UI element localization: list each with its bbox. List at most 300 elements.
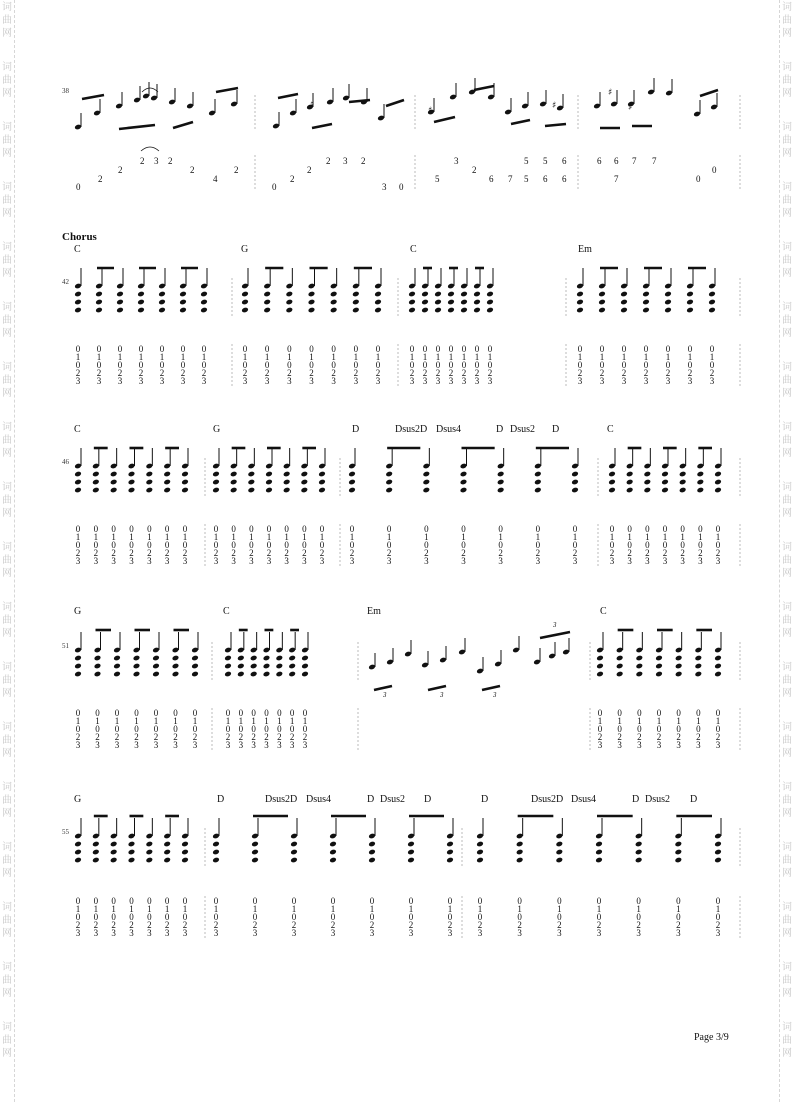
tab-fret: 2 <box>153 732 159 742</box>
tab-fret: 2 <box>93 548 99 558</box>
tab-fret: 0 <box>477 896 483 906</box>
beam <box>312 124 332 128</box>
tab-fret: 3 <box>596 928 602 938</box>
note-head <box>308 299 316 306</box>
tab-fret: 0 <box>173 708 178 718</box>
tab-fret: 1 <box>180 352 186 362</box>
note-head <box>473 291 481 298</box>
note-head <box>113 671 121 678</box>
note-head <box>329 857 337 864</box>
tab-fret: 1 <box>93 532 99 542</box>
tab-fret: 3 <box>264 740 269 750</box>
tab-fret: 3 <box>656 740 662 750</box>
tab-fret: 2 <box>656 732 662 742</box>
watermark-char: 网 <box>2 508 12 519</box>
tab-fret: 0 <box>134 708 139 718</box>
note-head <box>191 655 199 662</box>
tab-fret: 3 <box>75 740 81 750</box>
tab-fret: 3 <box>627 556 632 566</box>
tab-fret: 0 <box>330 896 336 906</box>
tab-fret: 2 <box>597 732 603 742</box>
chord-label: Dsus2D <box>395 424 428 435</box>
note-head <box>146 479 154 486</box>
note-head <box>714 663 722 670</box>
tab-fret: 2 <box>75 920 81 930</box>
note-head <box>695 663 703 670</box>
watermark-char: 曲 <box>2 675 12 686</box>
tab-number: 7 <box>632 156 637 166</box>
tab-fret: 0 <box>153 708 159 718</box>
note-head <box>635 841 643 848</box>
note-head <box>158 291 166 298</box>
chord-label: G <box>241 244 249 255</box>
tab-fret: 0 <box>164 524 170 534</box>
chord-label: Dsus4 <box>571 794 597 805</box>
tab-fret: 1 <box>349 532 355 542</box>
tab-fret: 0 <box>277 724 282 734</box>
watermark-char: 词 <box>2 122 12 133</box>
note-head <box>497 487 505 494</box>
watermark-char: 词 <box>782 122 792 133</box>
tab-fret: 2 <box>252 920 258 930</box>
tab-fret: 1 <box>238 716 244 726</box>
tab-fret: 0 <box>302 708 308 718</box>
chord-label: C <box>410 244 417 255</box>
tab-fret: 1 <box>302 716 308 726</box>
tab-fret: 0 <box>93 524 99 534</box>
note-head <box>263 307 271 314</box>
watermark-char: 网 <box>2 88 12 99</box>
tab-fret: 0 <box>422 360 428 370</box>
tab-fret: 1 <box>477 904 483 914</box>
tab-fret: 0 <box>715 724 721 734</box>
chord-label: D <box>632 794 640 805</box>
tab-fret: 0 <box>435 344 441 354</box>
tab-number: 5 <box>524 156 529 166</box>
tab-fret: 3 <box>715 928 721 938</box>
tab-fret: 0 <box>369 896 375 906</box>
tab-fret: 3 <box>698 556 703 566</box>
watermark-char: 词 <box>2 962 12 973</box>
chord-label: Dsus2D <box>265 794 298 805</box>
watermark-char: 曲 <box>782 195 792 206</box>
tab-fret: 3 <box>182 928 188 938</box>
tab-fret: 0 <box>129 912 134 922</box>
tab-fret: 2 <box>159 368 165 378</box>
tab-fret: 0 <box>75 360 81 370</box>
note-head <box>620 299 628 306</box>
tab-fret: 1 <box>448 352 454 362</box>
tab-fret: 2 <box>75 368 81 378</box>
tab-fret: 0 <box>264 344 270 354</box>
tab-fret: 3 <box>173 740 178 750</box>
tab-fret: 1 <box>75 352 81 362</box>
tab-fret: 3 <box>134 740 139 750</box>
note-head <box>212 487 220 494</box>
tab-fret: 0 <box>238 708 244 718</box>
tab-fret: 0 <box>291 896 297 906</box>
note-head <box>675 841 683 848</box>
tab-fret: 0 <box>129 540 134 550</box>
note-head <box>92 841 100 848</box>
tab-fret: 0 <box>422 344 428 354</box>
tab-fret: 1 <box>409 352 415 362</box>
tab-fret: 3 <box>330 928 336 938</box>
tab-number: 0 <box>272 182 277 192</box>
tab-fret: 0 <box>665 360 671 370</box>
tab-fret: 1 <box>645 532 650 542</box>
tab-fret: 2 <box>474 368 480 378</box>
sharp-sign: ♯ <box>552 101 557 111</box>
tab-fret: 0 <box>330 912 336 922</box>
chord-label: Dsus4 <box>306 794 332 805</box>
note-head <box>248 479 256 486</box>
tab-fret: 3 <box>242 376 248 386</box>
watermark-char: 词 <box>2 542 12 553</box>
tab-fret: 3 <box>180 376 186 386</box>
note-head <box>708 291 716 298</box>
note-head <box>92 487 100 494</box>
tab-fret: 3 <box>665 376 671 386</box>
tab-fret: 1 <box>153 716 159 726</box>
tab-fret: 0 <box>696 708 701 718</box>
note-head <box>644 471 652 478</box>
beam <box>173 122 193 128</box>
watermark-char: 词 <box>2 1022 12 1033</box>
note-head <box>158 299 166 306</box>
tab-fret: 0 <box>138 360 144 370</box>
tab-fret: 2 <box>599 368 605 378</box>
tab-fret: 2 <box>213 920 219 930</box>
note-head <box>446 849 454 856</box>
watermark-char: 曲 <box>782 735 792 746</box>
note-head <box>301 671 309 678</box>
note-head <box>330 299 338 306</box>
note-head <box>146 841 154 848</box>
tab-fret: 0 <box>242 344 248 354</box>
tab-fret: 3 <box>75 376 81 386</box>
note-head <box>263 655 271 662</box>
note-head <box>181 471 189 478</box>
watermark-char: 网 <box>782 88 792 99</box>
watermark-char: 词 <box>782 302 792 313</box>
note-head <box>596 663 604 670</box>
note-head <box>288 671 296 678</box>
chord-label: C <box>607 424 614 435</box>
tab-fret: 0 <box>93 896 99 906</box>
tab-fret: 3 <box>264 376 270 386</box>
tab-fret: 1 <box>264 716 269 726</box>
tab-fret: 1 <box>698 532 703 542</box>
note-head <box>288 663 296 670</box>
tab-fret: 0 <box>238 724 244 734</box>
beam <box>82 95 104 99</box>
tab-fret: 0 <box>129 524 134 534</box>
tab-fret: 2 <box>637 732 642 742</box>
note-head <box>679 479 687 486</box>
tab-fret: 3 <box>572 556 578 566</box>
watermark-char: 词 <box>2 482 12 493</box>
tab-fret: 1 <box>369 904 375 914</box>
tab-fret: 0 <box>609 540 615 550</box>
chord-label: C <box>74 244 81 255</box>
note-head <box>421 299 429 306</box>
tab-fret: 1 <box>225 716 231 726</box>
tab-fret: 0 <box>676 912 681 922</box>
tab-fret: 1 <box>596 904 602 914</box>
tab-fret: 0 <box>709 360 715 370</box>
note-head <box>636 655 644 662</box>
sharp-sign: ♯ <box>608 88 613 98</box>
chord-label: Dsus2D <box>531 794 564 805</box>
tab-fret: 3 <box>213 556 219 566</box>
tab-fret: 0 <box>147 540 152 550</box>
tab-fret: 0 <box>662 524 668 534</box>
tab-fret: 1 <box>422 352 428 362</box>
note-head <box>616 671 624 678</box>
tab-fret: 0 <box>302 524 307 534</box>
note-head <box>460 291 468 298</box>
tab-fret: 0 <box>375 344 381 354</box>
watermark-char: 网 <box>782 628 792 639</box>
note-head <box>385 479 393 486</box>
note-head <box>348 479 356 486</box>
tab-fret: 0 <box>114 724 120 734</box>
tab-fret: 0 <box>517 912 522 922</box>
tab-fret: 0 <box>95 724 100 734</box>
tab-fret: 0 <box>96 360 102 370</box>
note-head <box>250 671 258 678</box>
tab-fret: 1 <box>517 904 522 914</box>
tab-fret: 0 <box>111 896 116 906</box>
tab-fret: 1 <box>676 904 681 914</box>
tab-fret: 3 <box>621 376 627 386</box>
watermark-char: 词 <box>782 482 792 493</box>
watermark-char: 曲 <box>782 375 792 386</box>
tab-number: 2 <box>190 165 195 175</box>
note-head <box>486 307 494 314</box>
note-head <box>94 655 102 662</box>
tab-fret: 0 <box>349 540 355 550</box>
tab-fret: 2 <box>715 920 721 930</box>
tab-fret: 2 <box>517 920 522 930</box>
tab-fret: 3 <box>696 740 701 750</box>
tab-number: 7 <box>508 174 513 184</box>
tab-fret: 3 <box>535 556 541 566</box>
tab-number: 2 <box>290 174 295 184</box>
tab-fret: 2 <box>422 368 428 378</box>
note-head <box>74 479 82 486</box>
watermark-char: 网 <box>782 568 792 579</box>
note-head <box>265 471 273 478</box>
tab-fret: 0 <box>636 896 641 906</box>
note-head <box>179 291 187 298</box>
note-head <box>675 857 683 864</box>
note-head <box>95 299 103 306</box>
tab-fret: 2 <box>369 920 375 930</box>
tab-fret: 3 <box>75 928 81 938</box>
tab-fret: 0 <box>487 344 493 354</box>
tab-fret: 1 <box>498 532 503 542</box>
tab-fret: 0 <box>75 524 81 534</box>
note-head <box>516 857 524 864</box>
tab-fret: 2 <box>645 548 650 558</box>
tab-fret: 3 <box>474 376 480 386</box>
tab-fret: 0 <box>474 344 480 354</box>
note-head <box>163 849 171 856</box>
tab-fret: 2 <box>192 732 198 742</box>
tab-fret: 0 <box>409 360 415 370</box>
tab-fret: 3 <box>95 740 100 750</box>
note-head <box>348 487 356 494</box>
watermark-char: 词 <box>782 782 792 793</box>
note-head <box>265 487 273 494</box>
tab-fret: 0 <box>637 708 642 718</box>
note-head <box>137 291 145 298</box>
tab-fret: 0 <box>93 912 99 922</box>
watermark-char: 词 <box>782 542 792 553</box>
tab-fret: 3 <box>487 376 493 386</box>
tab-fret: 2 <box>636 920 641 930</box>
note-head <box>263 671 271 678</box>
tab-fret: 1 <box>277 716 282 726</box>
tab-fret: 1 <box>330 904 336 914</box>
tab-fret: 1 <box>557 904 562 914</box>
tie <box>141 147 159 151</box>
note-head <box>94 671 102 678</box>
tab-fret: 0 <box>687 360 693 370</box>
note-head <box>172 655 180 662</box>
triplet-mark: 3 <box>440 691 444 699</box>
note-head <box>686 299 694 306</box>
watermark-char: 网 <box>782 268 792 279</box>
tab-fret: 2 <box>375 368 381 378</box>
tab-fret: 3 <box>680 556 685 566</box>
note-head <box>714 655 722 662</box>
tab-fret: 1 <box>617 716 622 726</box>
watermark-char: 网 <box>2 148 12 159</box>
note-head <box>571 479 579 486</box>
tab-fret: 3 <box>645 556 650 566</box>
tab-fret: 0 <box>645 524 650 534</box>
note-head <box>374 299 382 306</box>
tab-fret: 2 <box>180 368 186 378</box>
note-head <box>655 655 663 662</box>
watermark-char: 网 <box>2 28 12 39</box>
watermark-char: 网 <box>782 148 792 159</box>
tab-fret: 1 <box>597 716 603 726</box>
tab-number: 2 <box>118 165 123 175</box>
note-head <box>290 841 298 848</box>
tab-fret: 0 <box>599 344 605 354</box>
note-head <box>92 857 100 864</box>
tab-fret: 0 <box>117 360 123 370</box>
tab-fret: 2 <box>111 548 116 558</box>
tab-fret: 2 <box>409 368 415 378</box>
tab-fret: 2 <box>627 548 632 558</box>
tab-fret: 0 <box>252 912 258 922</box>
tab-number: 2 <box>140 156 145 166</box>
tab-number: 2 <box>361 156 366 166</box>
tab-fret: 3 <box>349 556 355 566</box>
tab-fret: 0 <box>349 524 355 534</box>
tab-fret: 3 <box>676 928 681 938</box>
note-head <box>110 479 118 486</box>
beam <box>428 686 446 690</box>
note-head <box>374 291 382 298</box>
tab-fret: 3 <box>117 376 123 386</box>
note-head <box>212 849 220 856</box>
tab-fret: 3 <box>477 928 483 938</box>
watermark-char: 网 <box>2 568 12 579</box>
tab-fret: 0 <box>557 896 562 906</box>
watermark-char: 网 <box>782 688 792 699</box>
tab-number: 7 <box>614 174 619 184</box>
note-head <box>116 291 124 298</box>
watermark-char: 网 <box>782 448 792 459</box>
note-head <box>664 291 672 298</box>
tab-fret: 1 <box>182 532 188 542</box>
note-head <box>301 479 309 486</box>
note-head <box>421 307 429 314</box>
tab-fret: 0 <box>627 540 632 550</box>
note-head <box>181 857 189 864</box>
tab-number: 3 <box>454 156 459 166</box>
note-head <box>679 471 687 478</box>
tab-fret: 0 <box>287 344 292 354</box>
note-head <box>241 291 249 298</box>
tab-fret: 1 <box>284 532 289 542</box>
tab-number: 2 <box>326 156 331 166</box>
tab-fret: 0 <box>447 896 453 906</box>
note-head <box>191 671 199 678</box>
tab-fret: 1 <box>287 352 292 362</box>
watermark-char: 曲 <box>782 15 792 26</box>
note-head <box>318 479 326 486</box>
tab-fret: 0 <box>353 360 359 370</box>
tab-fret: 1 <box>249 532 254 542</box>
tab-fret: 0 <box>572 524 578 534</box>
note-head <box>608 479 616 486</box>
tab-fret: 3 <box>609 556 615 566</box>
tab-fret: 2 <box>75 732 81 742</box>
chord-label: D <box>352 424 360 435</box>
tab-fret: 0 <box>134 724 139 734</box>
note-head <box>534 471 542 478</box>
tab-fret: 2 <box>129 548 134 558</box>
tab-fret: 0 <box>138 344 144 354</box>
note-head <box>301 471 309 478</box>
note-head <box>595 841 603 848</box>
tab-fret: 2 <box>201 368 207 378</box>
note-head <box>110 487 118 494</box>
tab-fret: 2 <box>609 548 615 558</box>
tab-fret: 0 <box>201 360 207 370</box>
note-head <box>486 291 494 298</box>
watermark-char: 曲 <box>2 315 12 326</box>
beam <box>474 86 494 90</box>
tab-fret: 3 <box>147 928 152 938</box>
tab-fret: 0 <box>461 344 467 354</box>
note-head <box>598 299 606 306</box>
tab-fret: 0 <box>698 540 703 550</box>
tab-fret: 0 <box>291 912 297 922</box>
tab-fret: 1 <box>435 352 441 362</box>
tab-fret: 2 <box>287 368 292 378</box>
watermark-char: 词 <box>2 902 12 913</box>
tab-fret: 0 <box>447 912 453 922</box>
note-head <box>263 291 271 298</box>
